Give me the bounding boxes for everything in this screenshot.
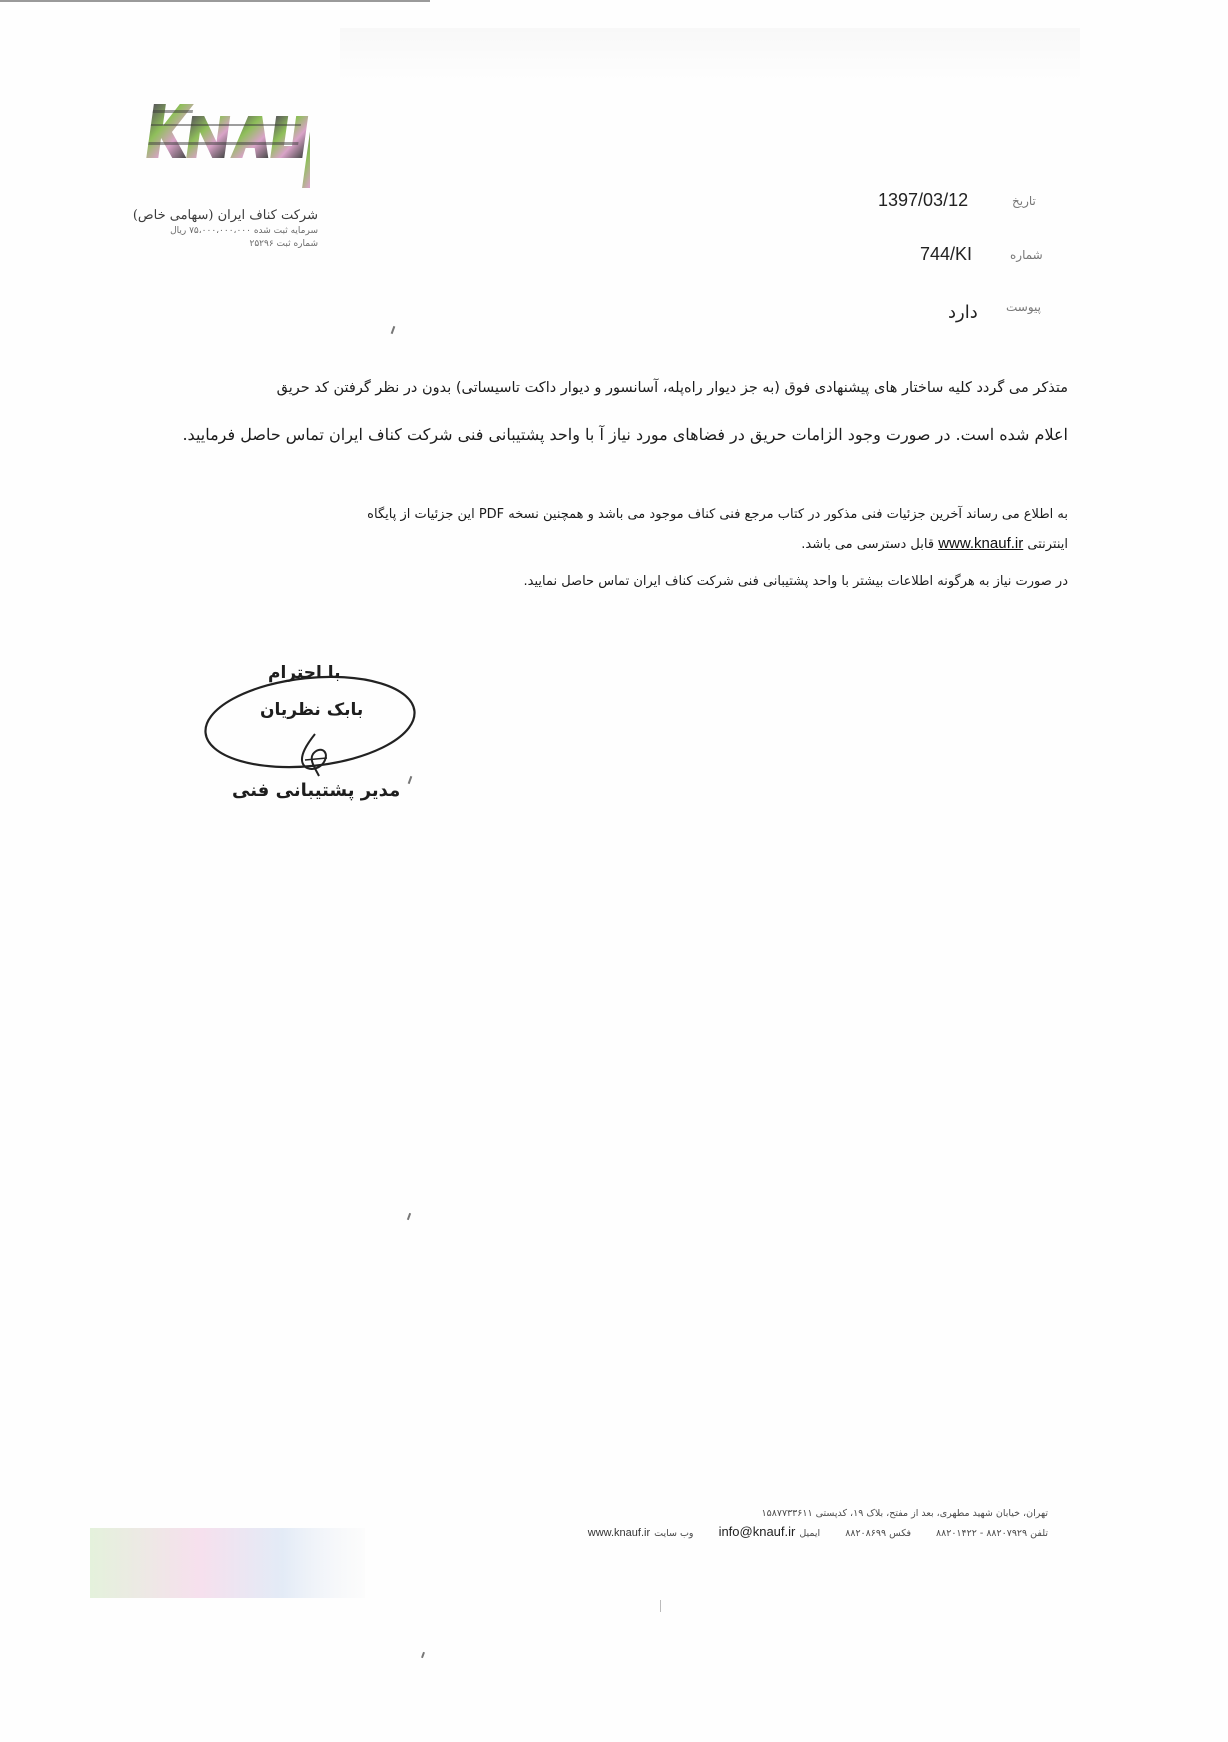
knauf-logo: [145, 96, 310, 192]
paragraph-2-prefix: اینترنتی: [1027, 537, 1068, 552]
footer-website[interactable]: www.knauf.ir: [587, 1527, 651, 1539]
date-label: تاریخ: [1012, 194, 1036, 208]
company-registration: شماره ثبت ۲۵۲۹۶: [249, 239, 318, 249]
company-info: [118, 208, 318, 249]
scan-speck: [407, 1213, 411, 1220]
handwritten-signature: [285, 730, 345, 780]
scan-speck: [421, 1652, 425, 1658]
footer-fax: فکس ۸۸۲۰۸۶۹۹: [845, 1528, 911, 1539]
company-name: شرکت کناف ایران (سهامی خاص): [132, 208, 318, 223]
website-link[interactable]: www.knauf.ir: [938, 535, 1024, 552]
signature-name: بابک نظریان: [260, 700, 364, 720]
scan-speck: [660, 1600, 661, 1612]
attachment-value: دارد: [948, 302, 978, 323]
footer-email[interactable]: info@knauf.ir: [718, 1524, 796, 1539]
scan-shadow: [340, 28, 1080, 83]
footer: [448, 1508, 1048, 1540]
number-label: شماره: [1010, 248, 1043, 262]
footer-email-group: [719, 1524, 821, 1539]
paragraph-1-line-2: اعلام شده است. در صورت وجود الزامات حریق در فضاهای مورد نیاز آ با واحد پشتیبانی فنی شرکت کناف ایران تماس حاصل فرمایید.: [182, 425, 1068, 444]
paragraph-2-suffix: قابل دسترسی می باشد.: [801, 537, 935, 552]
paragraph-1-line-1: متذکر می گردد کلیه ساختار های پیشنهادی فوق (به جز دیوار راه‌پله، آسانسور و دیوار داکت تاسیساتی) بدون در نظر گرفتن کد حریق: [276, 380, 1068, 396]
scan-speck: [391, 326, 396, 334]
footer-website-group: [588, 1527, 694, 1539]
scan-color-noise: [90, 1528, 365, 1598]
footer-email-label: ایمیل: [799, 1528, 821, 1539]
footer-address: تهران، خیابان شهید مطهری، بعد از مفتح، بلاک ۱۹، کدپستی ۱۵۸۷۷۳۳۶۱۱: [761, 1508, 1048, 1519]
footer-phone: تلفن ۸۸۲۰۷۹۲۹ - ۸۸۲۰۱۴۲۲: [936, 1528, 1048, 1539]
footer-contacts: [448, 1524, 1048, 1540]
date-value: 1397/03/12: [878, 190, 969, 210]
signature-title: مدیر پشتیبانی فنی: [232, 780, 401, 801]
company-capital: سرمایه ثبت شده ۷۵،۰۰۰،۰۰۰،۰۰۰ ریال: [170, 226, 318, 236]
signature-closing: با احترام: [268, 663, 341, 683]
paragraph-2-line-2: [801, 535, 1068, 552]
number-value: 744/KI: [920, 244, 973, 264]
scan-edge-line: [0, 0, 430, 2]
paragraph-3: در صورت نیاز به هرگونه اطلاعات بیشتر با واحد پشتیبانی فنی شرکت کناف ایران تماس حاصل نمایید.: [523, 574, 1068, 589]
attachment-label: پیوست: [1006, 300, 1041, 314]
footer-website-label: وب سایت: [654, 1528, 694, 1539]
paragraph-2-line-1: به اطلاع می رساند آخرین جزئیات فنی مذکور در کتاب مرجع فنی کناف موجود می باشد و همچنین نسخه PDF این جزئیات از پایگاه: [367, 507, 1068, 522]
